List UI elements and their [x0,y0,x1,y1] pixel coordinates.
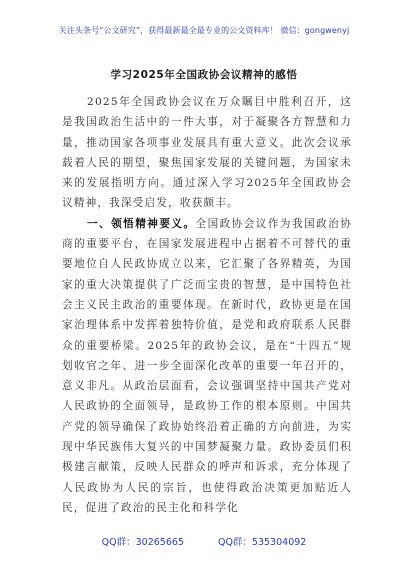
section-1-paragraph [62,214,352,518]
qq-group-footer [0,534,408,548]
qq-group-2: QQ群：535304092 [217,537,307,548]
promo-banner: 关注头条号“公文研究”，获得最新最全最专业的公文资料库！ 微信：gongwenyj [58,26,350,35]
intro-paragraph: 2025年全国政协会议在万众瞩目中胜利召开，这是我国政治生活中的一件大事，对于凝聚各方智慧和力量，推动国家各项事业发展具有重大意义。此次会议承载着人民的期望，聚焦国家发展的关键问题，为国家未来的发展指明方向。通过深入学习2025年全国政协会议精神，我深受启发，收获颇丰。 [62,96,352,210]
section-1-heading: 一、领悟精神要义。 [87,217,196,230]
qq-group-1: QQ群：30265665 [101,537,184,548]
document-title: 学习2025年全国政协会议精神的感悟 [110,69,298,81]
section-1-body: 全国政协会议作为我国政治协商的重要平台，在国家发展进程中占据着不可替代的重要地位自人民政协成立以来，它汇聚了各界精英，为国家的重大决策提供了广泛而宝贵的智慧，是中国特色社会主义民主政治的重要体现。在新时代，政协更是在国家治理体系中发挥着独特价值，是党和政府联系人民群众的重要桥梁。2025年的政协会议，是在“十四五”规划收官之年、进一步全面深化改革的重要一年召开的，意义非凡。从政治层面看，会议强调坚持中国共产党对人民政协的全面领导，是政协工作的根本原则。中国共产党的领导确保了政协始终沿着正确的方向前进，为实现中华民族伟大复兴的中国梦凝聚力量。政协委员们积极建言献策，反映人民群众的呼声和诉求，充分体现了人民政协为人民的宗旨，也使得政治决策更加贴近人民，促进了政治的民主化和科学化 [62,217,352,514]
document-body [62,92,352,518]
